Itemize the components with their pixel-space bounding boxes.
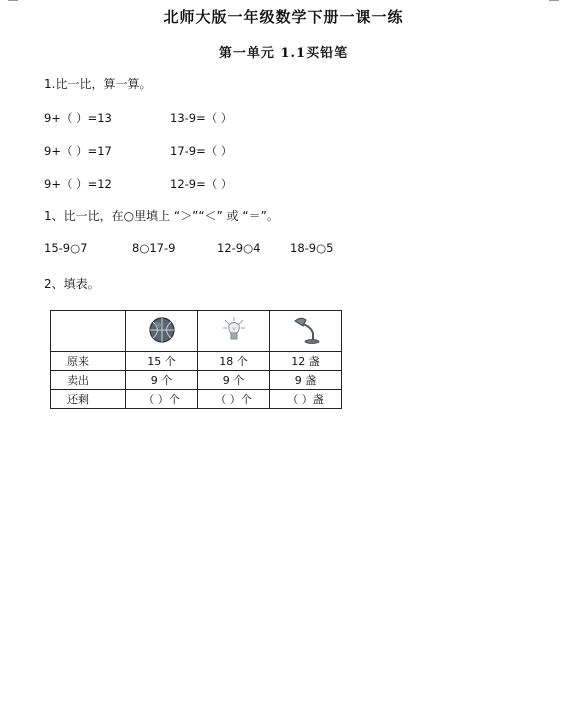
table-corner-cell	[51, 311, 126, 352]
table-icon-cell	[270, 311, 342, 352]
equation-item: 12-9=（ ）	[170, 177, 233, 191]
row-label: 原来	[51, 352, 126, 371]
desk-lamp-icon	[291, 315, 321, 348]
table-row	[51, 371, 342, 390]
row-label: 卖出	[51, 371, 126, 390]
question-2-heading: 1、比一比，在○里填上 “＞”“＜” 或 “＝”。	[44, 209, 279, 223]
answer-blank-cell[interactable]: （ ）个	[126, 390, 198, 409]
equation-item: 13-9=（ ）	[170, 111, 233, 125]
table-cell: 18 个	[198, 352, 270, 371]
answer-blank-cell[interactable]: （ ）个	[198, 390, 270, 409]
compare-item: 15-9○7	[44, 241, 88, 255]
table-icon-cell	[126, 311, 198, 352]
compare-item: 8○17-9	[132, 241, 176, 255]
page-subtitle: 第一单元 1.1买铅笔	[218, 46, 349, 61]
table-cell: 9 盏	[270, 371, 342, 390]
equation-item: 9+（ ）=13	[44, 111, 112, 125]
table-cell: 15 个	[126, 352, 198, 371]
page-title: 北师大版一年级数学下册一课一练	[163, 8, 404, 26]
equation-item: 9+（ ）=17	[44, 144, 112, 158]
table-icon-cell	[198, 311, 270, 352]
question-3-heading: 2、填表。	[44, 277, 100, 291]
answer-blank-cell[interactable]: （ ）盏	[270, 390, 342, 409]
basketball-icon	[148, 316, 176, 347]
table-cell: 9 个	[126, 371, 198, 390]
light-bulb-icon	[221, 316, 247, 347]
equation-item: 17-9=（ ）	[170, 144, 233, 158]
table-cell: 12 盏	[270, 352, 342, 371]
compare-item: 12-9○4	[217, 241, 261, 255]
table-cell: 9 个	[198, 371, 270, 390]
page-corner-mark-left	[8, 0, 18, 1]
row-label: 还剩	[51, 390, 126, 409]
question-1-heading: 1.比一比，算一算。	[44, 77, 152, 91]
equation-item: 9+（ ）=12	[44, 177, 112, 191]
compare-item: 18-9○5	[290, 241, 334, 255]
table-row	[51, 352, 342, 371]
page-corner-mark-right	[549, 0, 559, 1]
table-icon-row	[51, 311, 342, 352]
fill-in-table	[50, 310, 342, 409]
table-row	[51, 390, 342, 409]
